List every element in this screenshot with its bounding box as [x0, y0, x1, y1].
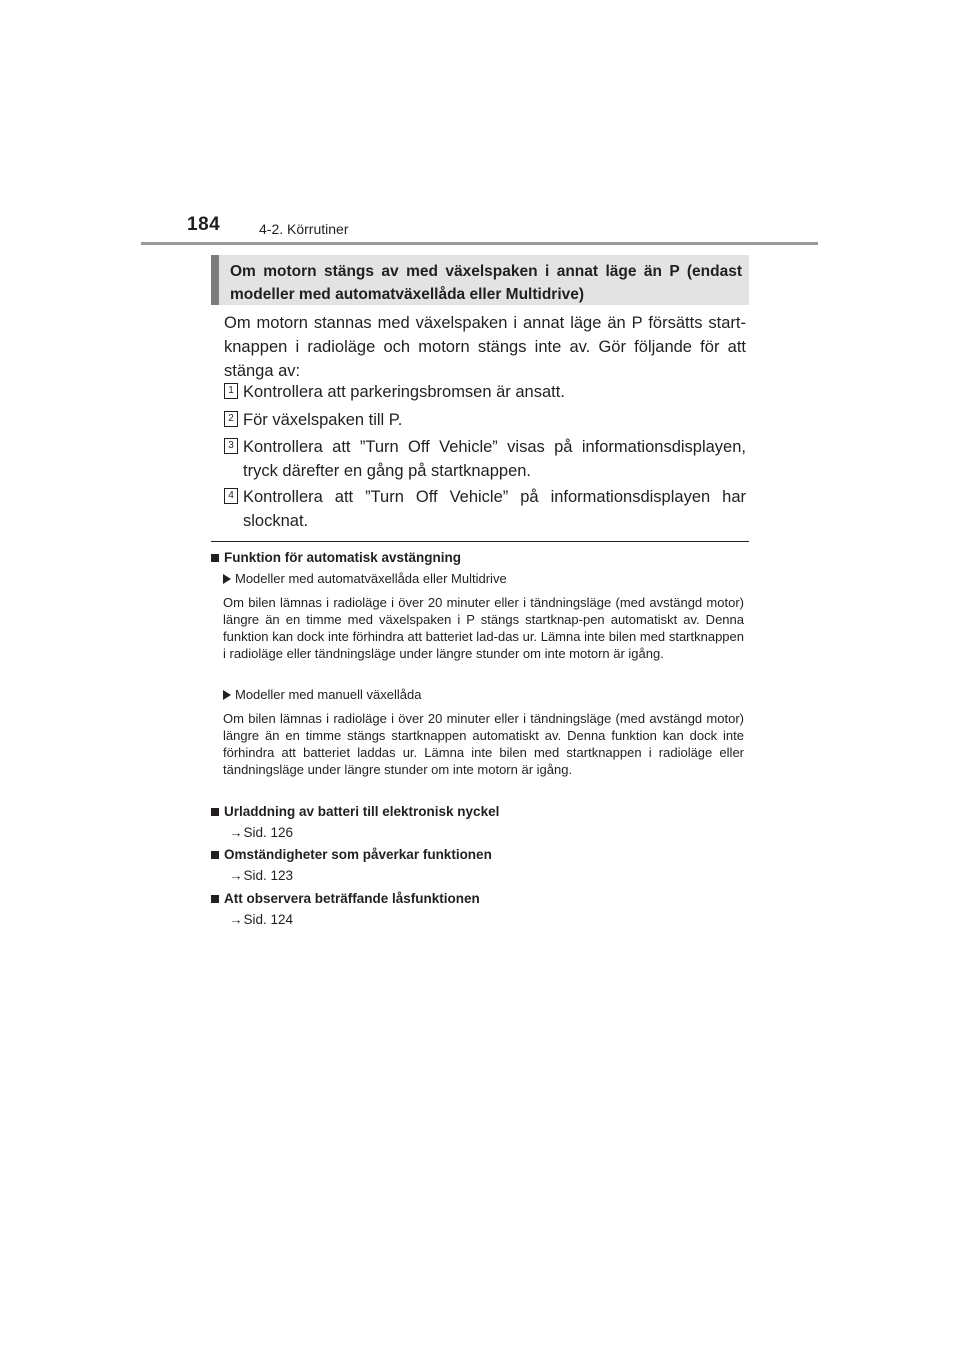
- page-reference-text: Sid. 123: [243, 868, 294, 883]
- step-2: [224, 408, 746, 432]
- step-3: [224, 435, 746, 483]
- note-body-manual: Om bilen lämnas i radioläge i över 20 minuter eller i tändningsläge (med avstängd motor) längre än en timme stängs startknappen automatiskt av. Denna funktion kan dock inte förhindra att batteriet laddas ur. Lämna inte bilen med startknappen i radioläge eller tändningsläge under längre stunder om inte motorn är igång.: [223, 711, 744, 778]
- notes-divider: [211, 541, 749, 542]
- page-reference-circumstances: [229, 867, 293, 884]
- sub-heading-text: Modeller med manuell växellåda: [235, 687, 422, 702]
- note-heading-auto-off: [211, 549, 461, 566]
- page-reference-text: Sid. 126: [243, 825, 294, 840]
- note-heading-text: Att observera beträffande låsfunktionen: [224, 891, 480, 906]
- intro-paragraph: Om motorn stannas med växelspaken i annat läge än P försätts start-knappen i radioläge och motorn stängs inte av. Gör följande för att stänga av:: [224, 314, 746, 380]
- step-text: För växelspaken till P.: [243, 411, 403, 429]
- note-heading-text: Urladdning av batteri till elektronisk nyckel: [224, 804, 500, 819]
- step-1: [224, 380, 746, 404]
- sub-heading-manual: [223, 686, 421, 703]
- step-4: [224, 485, 746, 533]
- step-number-badge: 3: [224, 438, 238, 454]
- note-heading-lock: [211, 890, 480, 907]
- step-number-badge: 4: [224, 488, 238, 504]
- note-heading-text: Omständigheter som påverkar funktionen: [224, 847, 492, 862]
- step-number-badge: 2: [224, 411, 238, 427]
- step-text: Kontrollera att ”Turn Off Vehicle” på informationsdisplayen har slocknat.: [243, 488, 746, 530]
- page-number: 184: [187, 214, 221, 235]
- square-bullet-icon: [211, 554, 219, 562]
- note-heading-circumstances: [211, 846, 492, 863]
- arrow-right-icon: →: [229, 868, 243, 883]
- note-body-automatic: Om bilen lämnas i radioläge i över 20 minuter eller i tändningsläge (med avstängd motor) längre än en timme med växelspaken i P stängs startknap-pen automatiskt av. Denna funktion kan dock inte förhindra att batteriet lad-das ur. Lämna inte bilen med startknappen i radioläge eller tändningsläge under längre stunder om inte motorn är igång.: [223, 595, 744, 662]
- note-heading-text: Funktion för automatisk avstängning: [224, 550, 462, 565]
- arrow-right-icon: →: [229, 912, 243, 927]
- sub-heading-text: Modeller med automatväxellåda eller Multidrive: [235, 571, 507, 586]
- square-bullet-icon: [211, 851, 219, 859]
- section-title: Om motorn stängs av med växelspaken i annat läge än P (endast modeller med automatväxellåda eller Multidrive): [211, 255, 749, 305]
- section-label: 4-2. Körrutiner: [259, 221, 349, 237]
- page-reference-text: Sid. 124: [243, 912, 294, 927]
- triangle-bullet-icon: [223, 690, 231, 700]
- header-divider: [141, 242, 818, 245]
- triangle-bullet-icon: [223, 574, 231, 584]
- square-bullet-icon: [211, 808, 219, 816]
- page-reference-battery: [229, 824, 293, 841]
- arrow-right-icon: →: [229, 825, 243, 840]
- square-bullet-icon: [211, 895, 219, 903]
- step-number-badge: 1: [224, 383, 238, 399]
- step-text: Kontrollera att parkeringsbromsen är ansatt.: [243, 383, 565, 401]
- step-text: Kontrollera att ”Turn Off Vehicle” visas på informationsdisplayen, tryck därefter en gång på startknappen.: [243, 438, 746, 480]
- note-heading-battery: [211, 803, 499, 820]
- page-reference-lock: [229, 911, 293, 928]
- sub-heading-automatic: [223, 570, 507, 587]
